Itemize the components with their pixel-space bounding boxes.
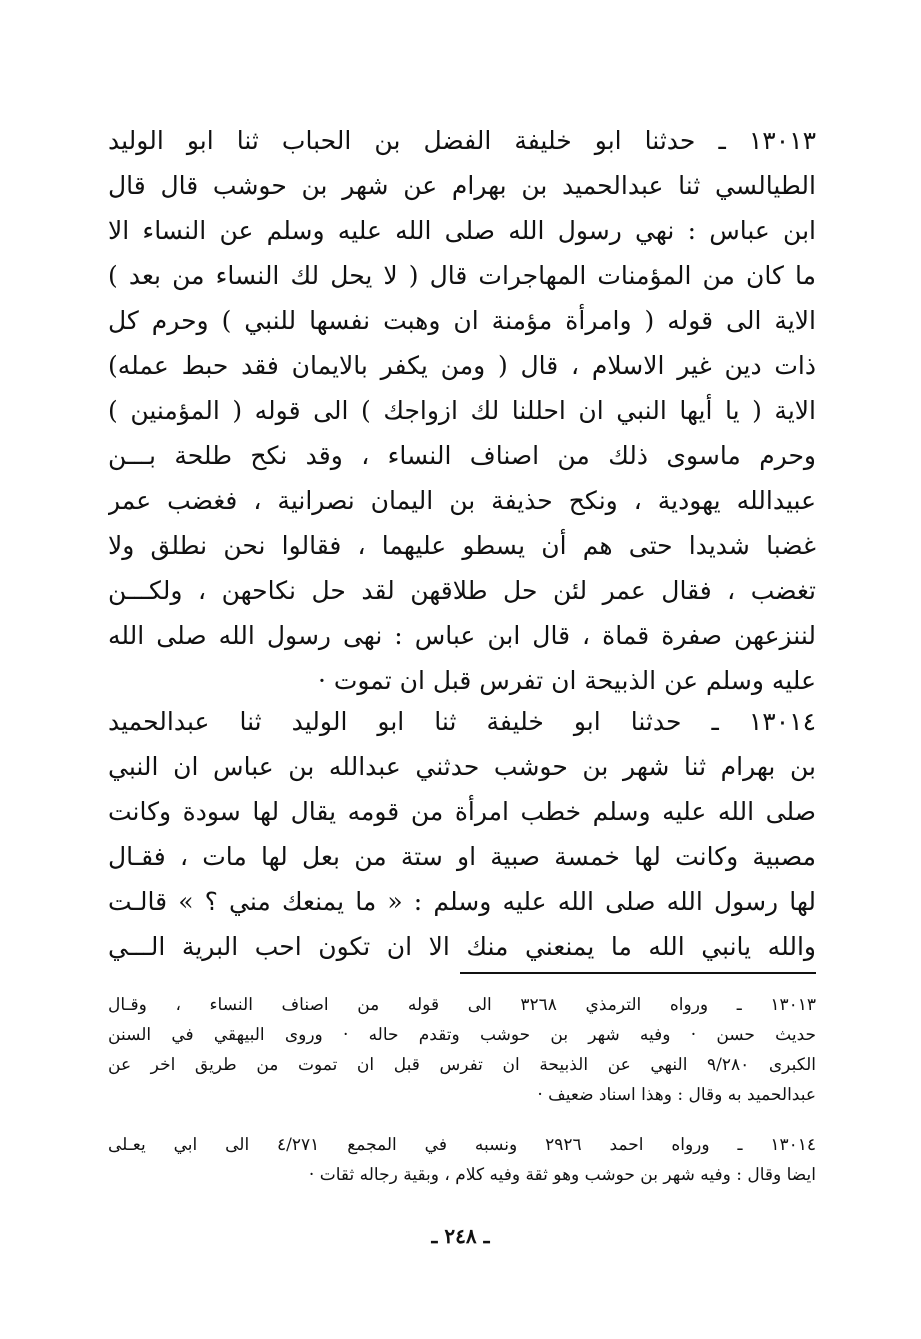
- hadith-13013-paragraph: [108, 118, 816, 703]
- footnote-divider: [460, 972, 816, 974]
- text-line: ابن عباس : نهي رسول الله صلى الله عليه وسلم عن النساء الا: [108, 216, 816, 245]
- text-line: مصبية وكانت لها خمسة صبية او ستة من بعل لها مات ، فقـال: [108, 842, 816, 871]
- text-line: والله يانبي الله ما يمنعني منك الا ان تكون احب البرية الـــي: [108, 932, 816, 961]
- text-line: الاية الى قوله ( وامرأة مؤمنة ان وهبت نفسها للنبي ) وحرم كل: [108, 306, 816, 335]
- text-line: صلى الله عليه وسلم خطب امرأة من قومه يقال لها سودة وكانت: [108, 797, 816, 826]
- footnote-line: حديث حسن · وفيه شهر بن حوشب وتقدم حاله · وروى البيهقي في السنن: [108, 1025, 816, 1045]
- text-line: لننزعهن صفرة قماة ، قال ابن عباس : نهى رسول الله صلى الله: [108, 621, 816, 650]
- footnote-13013: [108, 990, 816, 1110]
- footnote-line: ايضا وقال : وفيه شهر بن حوشب وهو ثقة وفيه كلام ، وبقية رجاله ثقات ·: [308, 1165, 816, 1185]
- text-line: عبيدالله يهودية ، ونكح حذيفة بن اليمان نصرانية ، فغضب عمر: [108, 486, 816, 515]
- text-line: عليه وسلم عن الذبيحة ان تفرس قبل ان تموت ·: [317, 666, 816, 695]
- text-line: وحرم ماسوى ذلك من اصناف النساء ، وقد نكح طلحة بـــن: [108, 441, 816, 470]
- text-line: ١٣٠١٤ ـ حدثنا ابو خليفة ثنا ابو الوليد ثنا عبدالحميد: [108, 707, 816, 736]
- text-line: الاية ( يا أيها النبي ان احللنا لك ازواجك ) الى قوله ( المؤمنين ): [108, 396, 816, 425]
- footnote-13014: [108, 1130, 816, 1190]
- text-line: غضبا شديدا حتى هم أن يسطو عليهما ، فقالوا نحن نطلق ولا: [108, 531, 816, 560]
- text-line: ذات دين غير الاسلام ، قال ( ومن يكفر بالايمان فقد حبط عمله): [108, 351, 816, 380]
- text-line: تغضب ، فقال عمر لئن حل طلاقهن لقد حل نكاحهن ، ولكـــن: [108, 576, 816, 605]
- text-line: بن بهرام ثنا شهر بن حوشب حدثني عبدالله بن عباس ان النبي: [108, 752, 816, 781]
- text-line: ما كان من المؤمنات المهاجرات قال ( لا يحل لك النساء من بعد ): [108, 261, 816, 290]
- page-number: ـ ٢٤٨ ـ: [431, 1224, 490, 1248]
- text-line: ١٣٠١٣ ـ حدثنا ابو خليفة الفضل بن الحباب ثنا ابو الوليد: [108, 126, 816, 155]
- footnote-line: عبدالحميد به وقال : وهذا اسناد ضعيف ·: [537, 1085, 816, 1105]
- text-line: لها رسول الله صلى الله عليه وسلم : « ما يمنعك مني ؟ » قالـت: [108, 887, 816, 916]
- hadith-13014-paragraph: [108, 699, 816, 969]
- footnote-line: ١٣٠١٣ ـ ورواه الترمذي ٣٢٦٨ الى قوله من اصناف النساء ، وقـال: [108, 995, 816, 1015]
- text-line: الطيالسي ثنا عبدالحميد بن بهرام عن شهر بن حوشب قال قال: [108, 171, 816, 200]
- footnote-line: ١٣٠١٤ ـ ورواه احمد ٢٩٢٦ ونسبه في المجمع ٤/٢٧١ الى ابي يعـلى: [108, 1135, 816, 1155]
- footnote-line: الكبرى ٩/٢٨٠ النهي عن الذبيحة ان تفرس قبل ان تموت من طريق اخر عن: [108, 1055, 816, 1075]
